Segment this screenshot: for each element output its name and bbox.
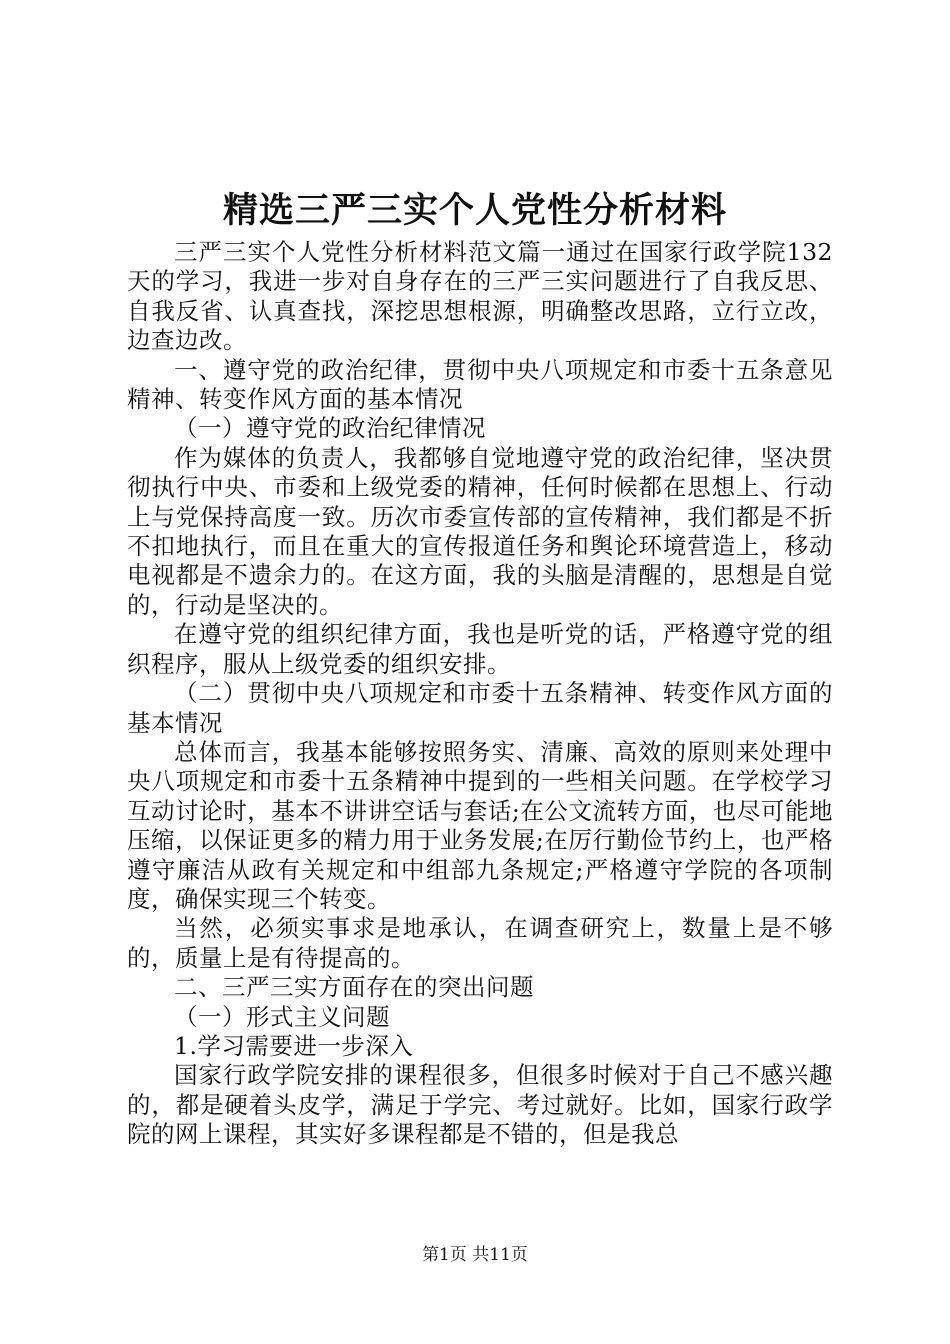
subsection-heading-1-1: （一）遵守党的政治纪律情况 [174,414,486,443]
document-title: 精选三严三实个人党性分析材料 [222,190,727,231]
paragraph: 国家行政学院安排的课程很多，但很多时候对于自己不感兴趣的，都是硬着头皮学，满足于学完、考过就好。比如，国家行政学院的网上课程，其实好多课程都是不错的，但是我总 [127,1061,833,1149]
subsection-heading-1-2: （二）贯彻中央八项规定和市委十五条精神、转变作风方面的基本情况 [127,679,833,737]
paragraph: 总体而言，我基本能够按照务实、清廉、高效的原则来处理中央八项规定和市委十五条精神中提到的一些相关问题。在学校学习互动讨论时，基本不讲讲空话与套话;在公文流转方面，也尽可能地压缩，以保证更多的精力用于业务发展;在厉行勤俭节约上，也严格遵守廉洁从政有关规定和中组部九条规定;严格遵守学院的各项制度，确保实现三个转变。 [127,737,833,913]
paragraph: 作为媒体的负责人，我都够自觉地遵守党的政治纪律，坚决贯彻执行中央、市委和上级党委的精神，任何时候都在思想上、行动上与党保持高度一致。历次市委宣传部的宣传精神，我们都是不折不扣地执行，而且在重大的宣传报道任务和舆论环境营造上，移动电视都是不遗余力的。在这方面，我的头脑是清醒的，思想是自觉的，行动是坚决的。 [127,443,833,619]
section-heading-2: 二、三严三实方面存在的突出问题 [174,973,534,1002]
paragraph-intro: 三严三实个人党性分析材料范文篇一通过在国家行政学院132天的学习，我进一步对自身存在的三严三实问题进行了自我反思、自我反省、认真查找，深挖思想根源，明确整改思路，立行立改，边查边改。 [127,238,833,355]
document-body [127,238,833,1150]
subsection-heading-2-1: （一）形式主义问题 [174,1002,390,1031]
section-heading-1: 一、遵守党的政治纪律，贯彻中央八项规定和市委十五条意见精神、转变作风方面的基本情况 [127,355,833,414]
paragraph: 当然，必须实事求是地承认，在调查研究上，数量上是不够的，质量上是有待提高的。 [127,914,833,972]
paragraph: 在遵守党的组织纪律方面，我也是听党的话，严格遵守党的组织程序，服从上级党委的组织安排。 [127,620,833,678]
page-footer: 第1页 共11页 [422,1245,528,1265]
item-heading: 1.学习需要进一步深入 [174,1031,414,1060]
